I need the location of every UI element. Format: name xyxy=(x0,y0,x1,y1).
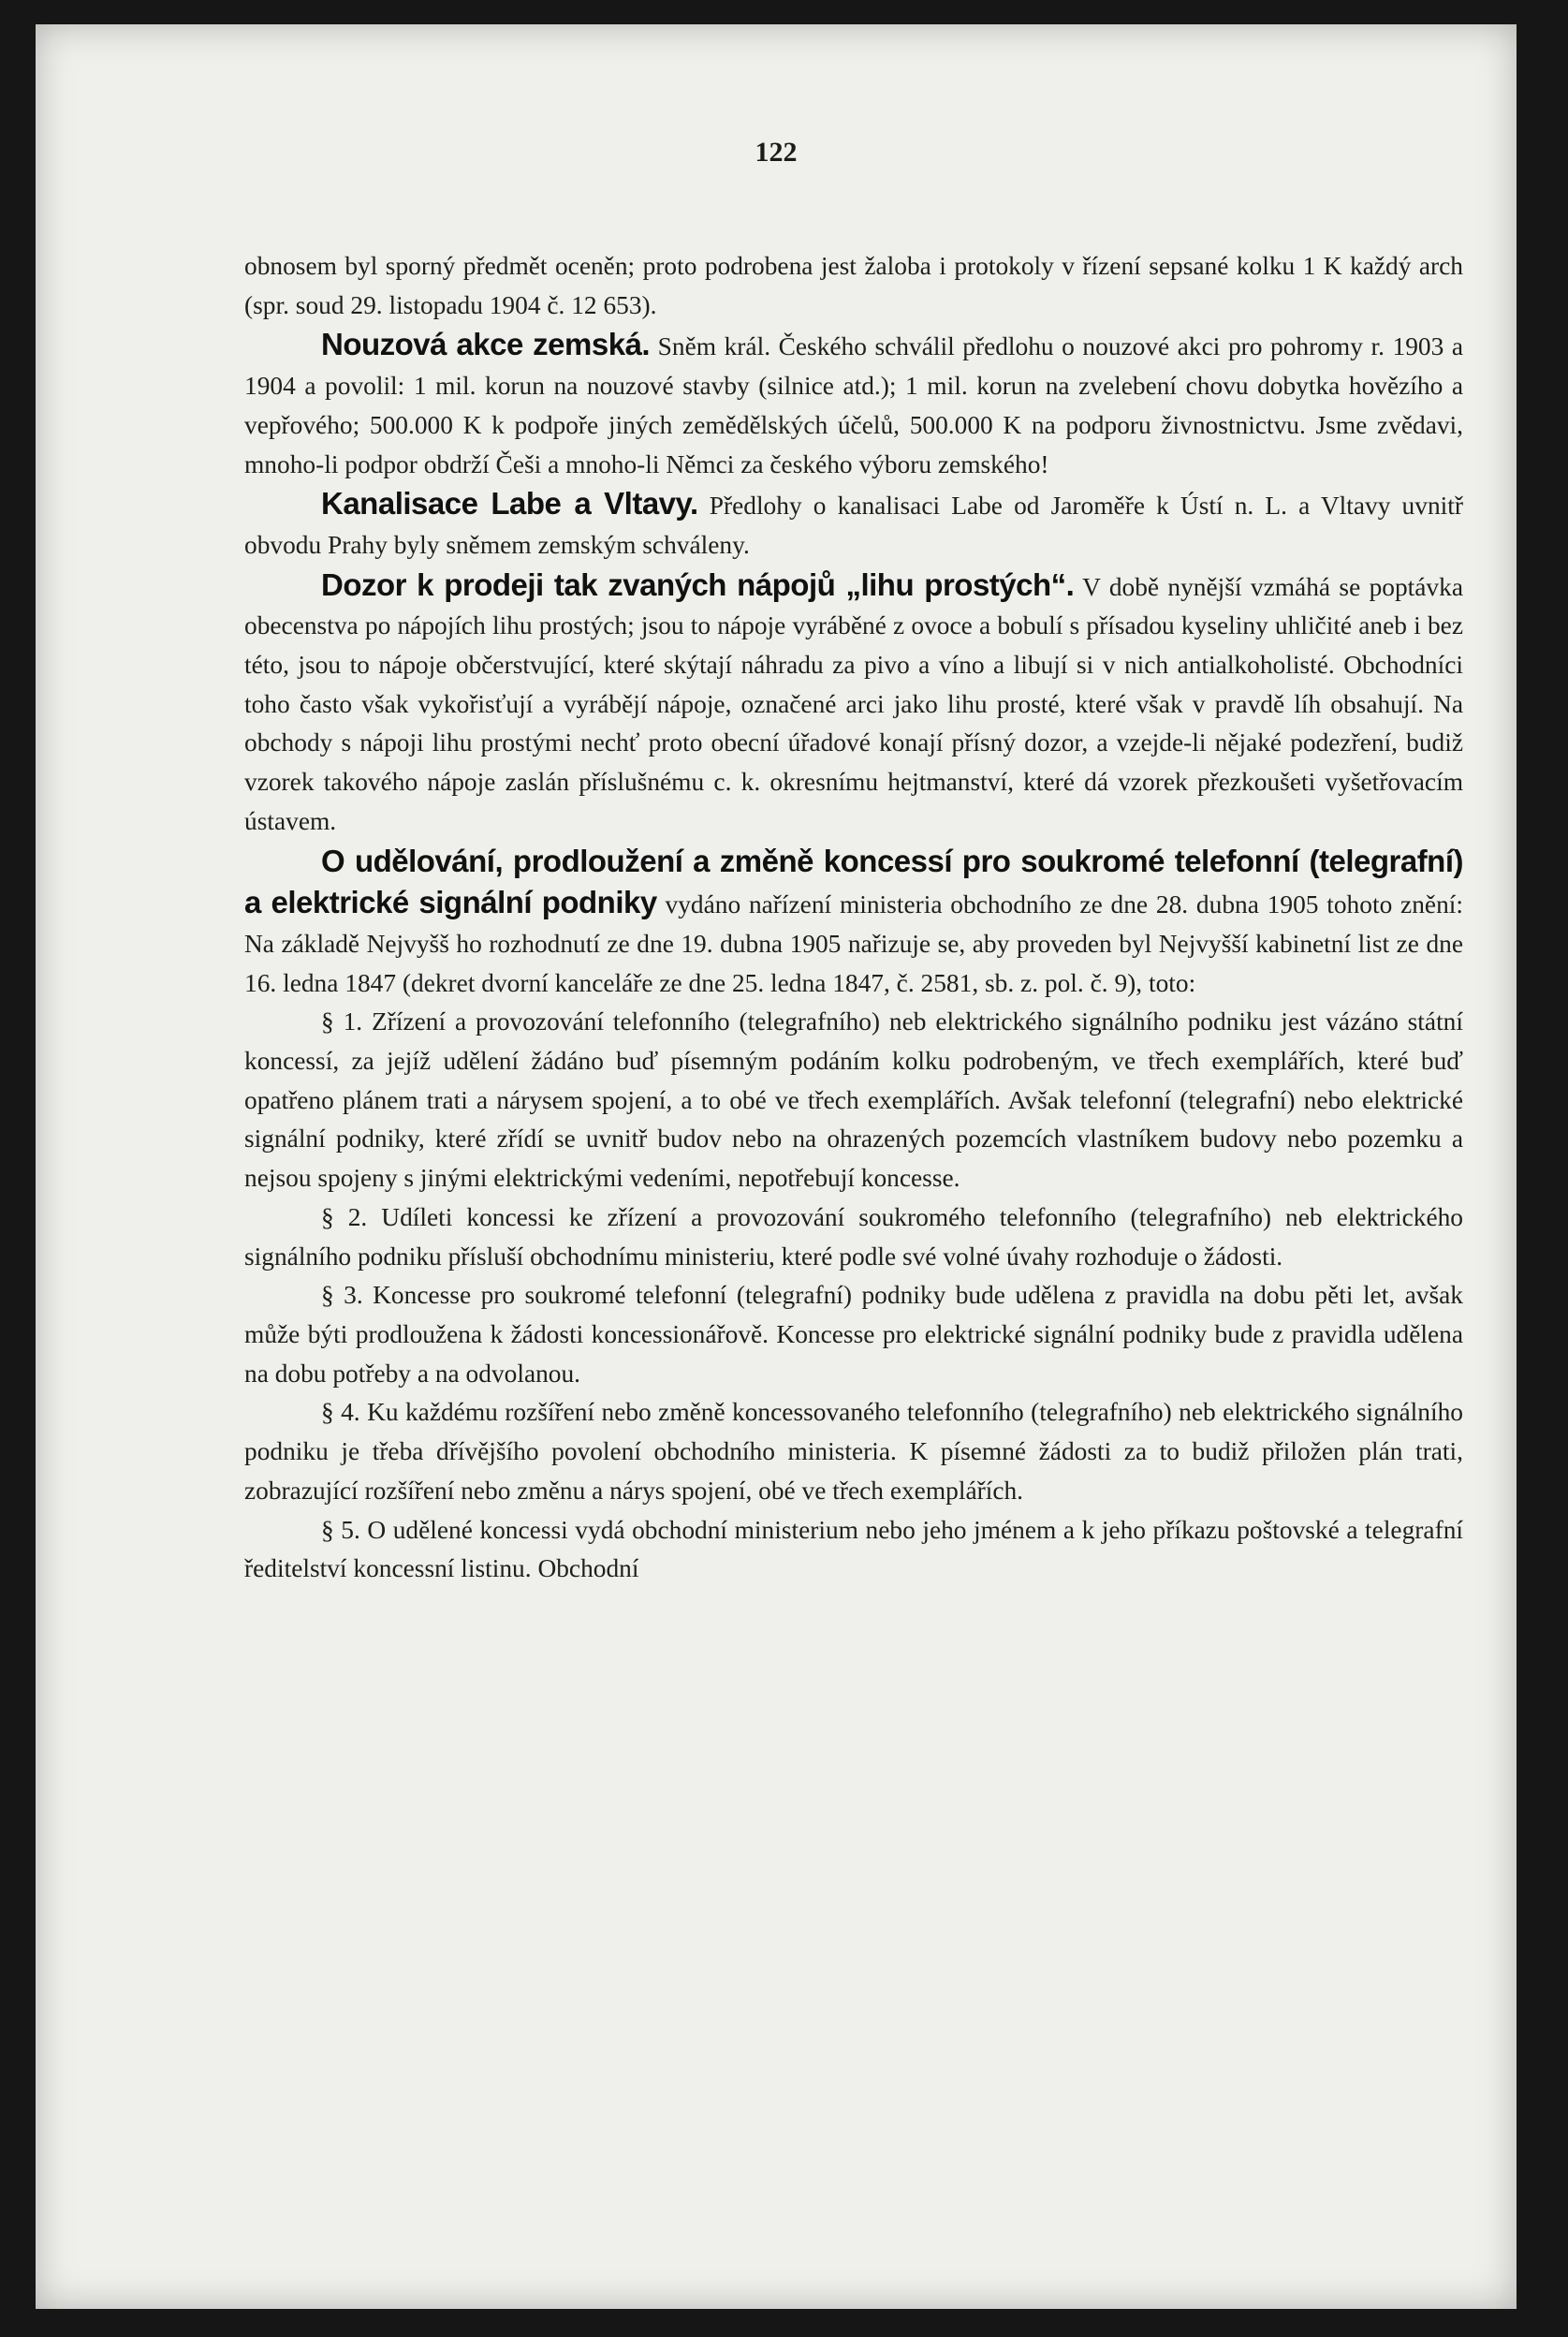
paragraph-text: obnosem byl sporný předmět oceněn; proto podrobena jest žaloba i protokoly v řízení sepsané kolku 1 K každý arch (spr. soud 29. listopadu 1904 č. 12 653). xyxy=(244,252,1463,319)
paragraph-section-5 xyxy=(244,1511,1463,1589)
paragraph-text: § 5. O udělené koncessi vydá obchodní ministerium nebo jeho jménem a k jeho příkazu poštovské a telegrafní ředitelství koncessní listinu. Obchodní xyxy=(244,1515,1463,1583)
paragraph-text: V době nynější vzmáhá se poptávka obecenstva po nápojích lihu prostých; jsou to nápoje vyráběné z ovoce a bobulí s přísadou kyseliny uhličité aneb i bez této, jsou to nápoje občerstvující, které skýtají náhradu za pivo a víno a libují si v nich antialkoholisté. Obchodníci toho často však vykořisťují a vyrábějí nápoje, označené arci jako lihu prosté, které však v pravdě líh obsahují. Na obchody s nápoji lihu prostými nechť proto obecní úřadové konají přísný dozor, a vzejde-li nějaké podezření, budiž vzorek takového nápoje zaslán příslušnému c. k. okresnímu hejtmanství, které dá vzorek přezkoušeti vyšetřovacím ústavem. xyxy=(244,572,1463,835)
section-heading: O udělování, prodloužení a změně koncessí pro soukromé telefonní (telegrafní) a elektrické signální podniky xyxy=(244,843,1463,920)
paragraph-dozor xyxy=(244,566,1463,842)
paragraph-text: § 4. Ku každému rozšíření nebo změně koncessovaného telefonního (telegrafního) neb elektrického signálního podniku je třeba dřívějšího povolení obchodního ministeria. K písemné žádosti za to budiž přiložen plán trati, zobrazující rozšíření nebo změnu a nárys spojení, obé ve třech exemplářích. xyxy=(244,1398,1463,1505)
paragraph-text: Sněm král. Českého schválil předlohu o nouzové akci pro pohromy r. 1903 a 1904 a povolil: 1 mil. korun na nouzové stavby (silnice atd.); 1 mil. korun na zvelebení chovu dobytka hovězího a vepřového; 500.000 K k podpoře jiných zemědělských účelů, 500.000 K na podporu živnostnictvu. Jsme zvědavi, mnoho-li podpor obdrží Češi a mnoho-li Němci za českého výboru zemského! xyxy=(244,332,1463,478)
page-number: 122 xyxy=(755,137,798,168)
paragraph-text: § 1. Zřízení a provozování telefonního (telegrafního) neb elektrického signálního podniku jest vázáno státní koncessí, za jejíž udělení žádáno buď písemným podáním kolku podrobeným, ve třech exemplářích, které buď opatřeno plánem trati a nárysem spojení, a to obé ve třech exemplářích. Avšak telefonní (telegrafní) nebo elektrické signální podniky, které zřídí se uvnitř budov nebo na ohrazených pozemcích vlastníkem budovy nebo pozemku a nejsou spojeny s jinými elektrickými vedeními, nepotřebují koncesse. xyxy=(244,1007,1463,1193)
paragraph-kanalisace xyxy=(244,484,1463,565)
paragraph-section-4 xyxy=(244,1393,1463,1510)
paragraph-section-3 xyxy=(244,1276,1463,1393)
paragraph-continuation xyxy=(244,247,1463,325)
paragraph-nouzova-akce xyxy=(244,325,1463,484)
section-heading: Kanalisace Labe a Vltavy. xyxy=(321,486,698,522)
section-heading: Dozor k prodeji tak zvaných nápojů „lihu prostých“. xyxy=(321,566,1075,602)
paragraph-section-1 xyxy=(244,1003,1463,1198)
paragraph-text: Předlohy o kanalisaci Labe od Jaroměře k Ústí n. L. a Vltavy uvnitř obvodu Prahy byly sněmem zemským schváleny. xyxy=(244,492,1463,559)
paragraph-koncesse xyxy=(244,842,1463,1004)
paragraph-text: § 3. Koncesse pro soukromé telefonní (telegrafní) podniky bude udělena z pravidla na dobu pěti let, avšak může býti prodloužena k žádosti koncessionářově. Koncesse pro elektrické signální podniky bude z pravidla udělena na dobu potřeby a na odvolanou. xyxy=(244,1281,1463,1388)
paragraph-text: vydáno nařízení ministeria obchodního ze dne 28. dubna 1905 tohoto znění: Na základě Nejvyšš ho rozhodnutí ze dne 19. dubna 1905 nařizuje se, aby proveden byl Nejvyšší kabinetní list ze dne 16. ledna 1847 (dekret dvorní kanceláře ze dne 25. ledna 1847, č. 2581, sb. z. pol. č. 9), toto: xyxy=(244,890,1463,997)
body-text xyxy=(244,247,1463,1589)
document-page xyxy=(36,24,1517,2309)
section-heading: Nouzová akce zemská. xyxy=(321,327,651,362)
paragraph-section-2 xyxy=(244,1198,1463,1276)
paragraph-text: § 2. Udíleti koncessi ke zřízení a provozování soukromého telefonního (telegrafního) neb elektrického signálního podniku přísluší obchodnímu ministeriu, které podle své volné úvahy rozhoduje o žádosti. xyxy=(244,1202,1463,1271)
